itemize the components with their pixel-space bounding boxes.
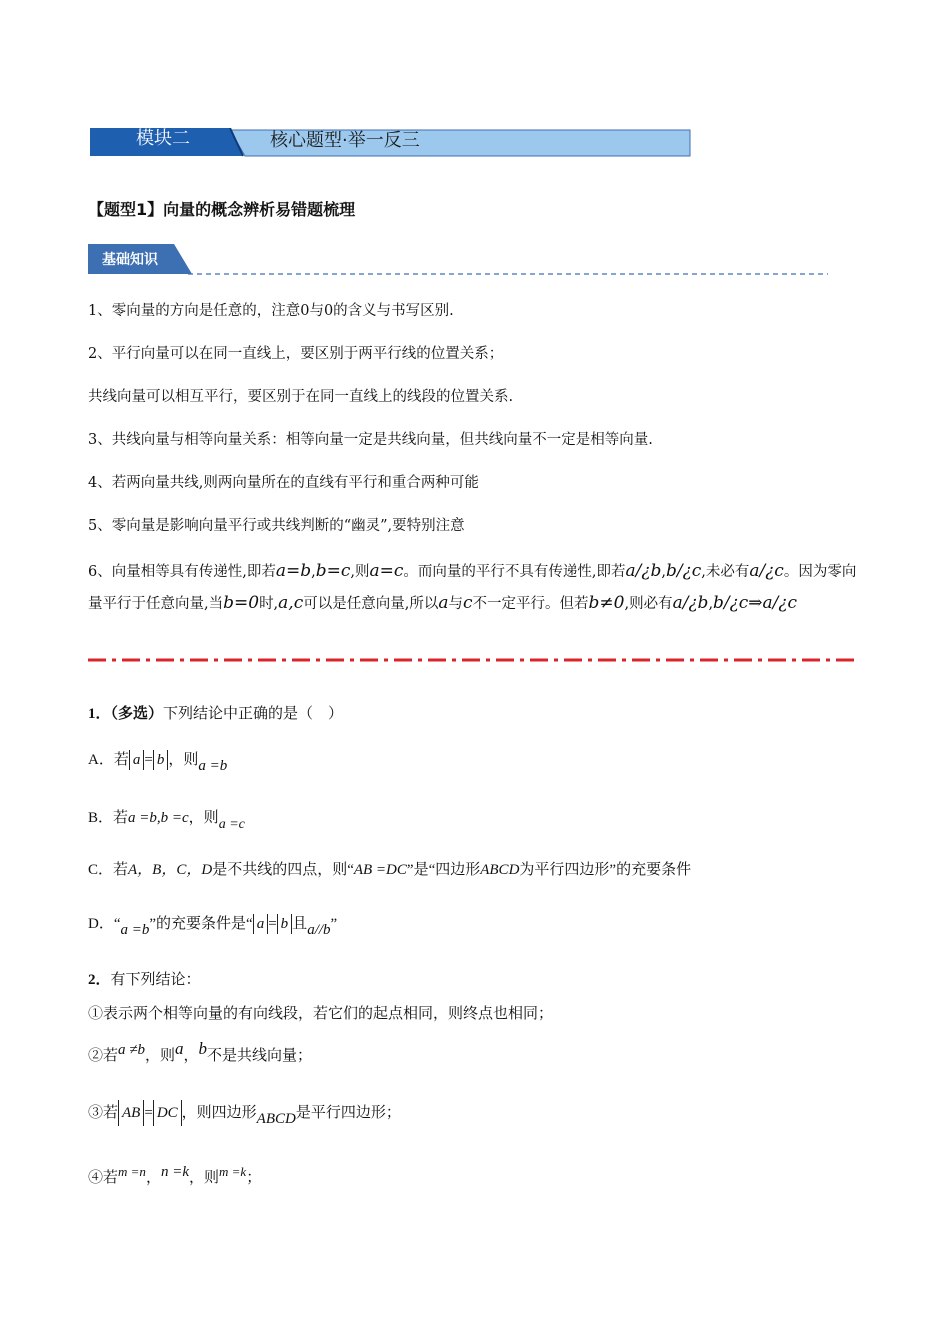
q2-statement-2 bbox=[88, 1039, 313, 1065]
math: a =b bbox=[120, 922, 150, 938]
statement-text: ，则 bbox=[188, 1170, 219, 1186]
module-banner bbox=[90, 128, 692, 160]
math: a =b,b =c bbox=[128, 810, 189, 826]
statement-text: ③若 bbox=[88, 1105, 119, 1121]
p6-math: a/¿b bbox=[672, 593, 709, 613]
math: b bbox=[198, 1039, 208, 1058]
option-text: ”的充要条件是“ bbox=[149, 916, 253, 932]
p6-math: a/¿c bbox=[749, 561, 784, 581]
option-text: C．若 bbox=[88, 862, 129, 878]
p6-text: , bbox=[661, 564, 666, 580]
statement-text: ②若 bbox=[88, 1048, 119, 1064]
option-text: 是不共线的四点，则“ bbox=[212, 862, 354, 878]
q2-statement-3 bbox=[88, 1100, 401, 1126]
statement-text: ， bbox=[183, 1048, 199, 1064]
knowledge-point-5: 5、零向量是影响向量平行或共线判断的“幽灵”,要特别注意 bbox=[88, 518, 465, 534]
option-text: ，则 bbox=[168, 752, 199, 768]
q1-type: （多选） bbox=[110, 706, 164, 722]
red-separator bbox=[88, 654, 858, 666]
abs-value: AB bbox=[118, 1100, 144, 1126]
basic-knowledge-tag bbox=[88, 244, 828, 276]
module-title: 核心题型·举一反三 bbox=[270, 130, 420, 151]
module-label: 模块二 bbox=[136, 128, 190, 149]
p6-text: 与 bbox=[448, 596, 463, 612]
math: ABCD bbox=[480, 862, 520, 878]
math: AB =DC bbox=[353, 862, 407, 878]
p6-math: b/¿c bbox=[665, 561, 702, 581]
p6-math: a/¿b bbox=[625, 561, 662, 581]
q1-option-d bbox=[88, 912, 338, 938]
statement-text: ； bbox=[246, 1170, 262, 1186]
equals-sign: = bbox=[268, 916, 277, 932]
section-title: 【题型1】向量的概念辨析易错题梳理 bbox=[88, 200, 356, 219]
q1-option-a bbox=[88, 748, 228, 774]
math: a//b bbox=[307, 922, 331, 938]
p6-text: , bbox=[311, 564, 316, 580]
option-text: 为平行四边形”的充要条件 bbox=[519, 862, 692, 878]
equals-sign: = bbox=[144, 752, 153, 768]
p6-text: ,则 bbox=[350, 564, 370, 580]
abs-value: b bbox=[277, 914, 293, 934]
knowledge-point-1: 1、零向量的方向是任意的，注意0与0的含义与书写区别. bbox=[88, 303, 454, 319]
p6-text: 。而向量的平行不具有传递性,即若 bbox=[403, 564, 626, 580]
abs-value: a bbox=[253, 914, 269, 934]
p6-text: 6、向量相等具有传递性,即若 bbox=[88, 564, 276, 580]
p6-text: ,未必有 bbox=[701, 564, 750, 580]
p6-math: b=0 bbox=[223, 593, 260, 613]
math: m =n bbox=[118, 1164, 146, 1179]
statement-text: 不是共线向量； bbox=[207, 1048, 313, 1064]
option-text: ，则 bbox=[188, 810, 219, 826]
q1-text: 下列结论中正确的是（ ） bbox=[163, 706, 344, 722]
statement-text: ，则四边形 bbox=[181, 1105, 257, 1121]
p6-math: a,c bbox=[278, 593, 304, 613]
q2-statement-4 bbox=[88, 1166, 261, 1187]
q2-stem bbox=[88, 968, 201, 989]
math: m =k bbox=[219, 1164, 247, 1179]
q2-number: 2． bbox=[88, 972, 111, 988]
q2-text: 有下列结论： bbox=[110, 972, 201, 988]
abs-value: a bbox=[129, 750, 145, 770]
p6-math: b≠0 bbox=[588, 593, 625, 613]
tag-shape bbox=[88, 244, 828, 276]
math: a bbox=[175, 1039, 184, 1058]
math: n =k bbox=[160, 1164, 189, 1180]
p6-math: a=b bbox=[275, 561, 312, 581]
p6-text: 时, bbox=[259, 596, 279, 612]
math: ABCD bbox=[256, 1111, 296, 1127]
q1-option-b bbox=[88, 806, 245, 832]
tag-label: 基础知识 bbox=[102, 252, 158, 268]
p6-math: a=c bbox=[369, 561, 404, 581]
statement-text: ，则 bbox=[145, 1048, 176, 1064]
knowledge-point-3: 3、共线向量与相等向量关系：相等向量一定是共线向量，但共线向量不一定是相等向量. bbox=[88, 432, 653, 448]
abs-value: b bbox=[153, 750, 169, 770]
knowledge-point-4: 4、若两向量共线,则两向量所在的直线有平行和重合两种可能 bbox=[88, 475, 479, 491]
p6-text: , bbox=[708, 596, 714, 612]
option-text: D．“ bbox=[88, 916, 121, 932]
knowledge-point-2: 2、平行向量可以在同一直线上，要区别于两平行线的位置关系； bbox=[88, 346, 504, 362]
q1-number: 1． bbox=[88, 706, 111, 722]
p6-text: 不一定平行。但若 bbox=[472, 596, 589, 612]
option-text: B．若 bbox=[88, 810, 129, 826]
option-text: 且 bbox=[292, 916, 308, 932]
equals-sign: = bbox=[144, 1105, 153, 1121]
p6-math: a bbox=[438, 593, 449, 613]
q1-stem bbox=[88, 702, 343, 723]
p6-text: 。因为零向量平行于任意向量,当 bbox=[88, 564, 857, 612]
math: a ≠b bbox=[118, 1042, 145, 1058]
statement-text: ， bbox=[145, 1170, 161, 1186]
p6-math: b=c bbox=[315, 561, 351, 581]
q2-statement-1: ①表示两个相等向量的有向线段，若它们的起点相同，则终点也相同； bbox=[88, 1006, 554, 1022]
option-text: ”是“四边形 bbox=[406, 862, 481, 878]
option-text: ” bbox=[330, 916, 338, 932]
knowledge-point-2b: 共线向量可以相互平行，要区别于在同一直线上的线段的位置关系. bbox=[88, 389, 514, 405]
p6-math: b/¿c⇒a/¿c bbox=[713, 593, 798, 613]
statement-text: 是平行四边形； bbox=[295, 1105, 401, 1121]
p6-text: ,则必有 bbox=[624, 596, 673, 612]
math: a =b bbox=[198, 758, 228, 774]
math: A，B，C，D bbox=[128, 862, 213, 878]
knowledge-point-6 bbox=[88, 556, 868, 620]
p6-math: c bbox=[462, 593, 473, 613]
math: a =c bbox=[218, 817, 245, 832]
p6-text: 可以是任意向量,所以 bbox=[303, 596, 439, 612]
q1-option-c bbox=[88, 858, 691, 879]
option-text: A．若 bbox=[88, 752, 129, 768]
abs-value: DC bbox=[153, 1100, 182, 1126]
statement-text: ④若 bbox=[88, 1170, 119, 1186]
